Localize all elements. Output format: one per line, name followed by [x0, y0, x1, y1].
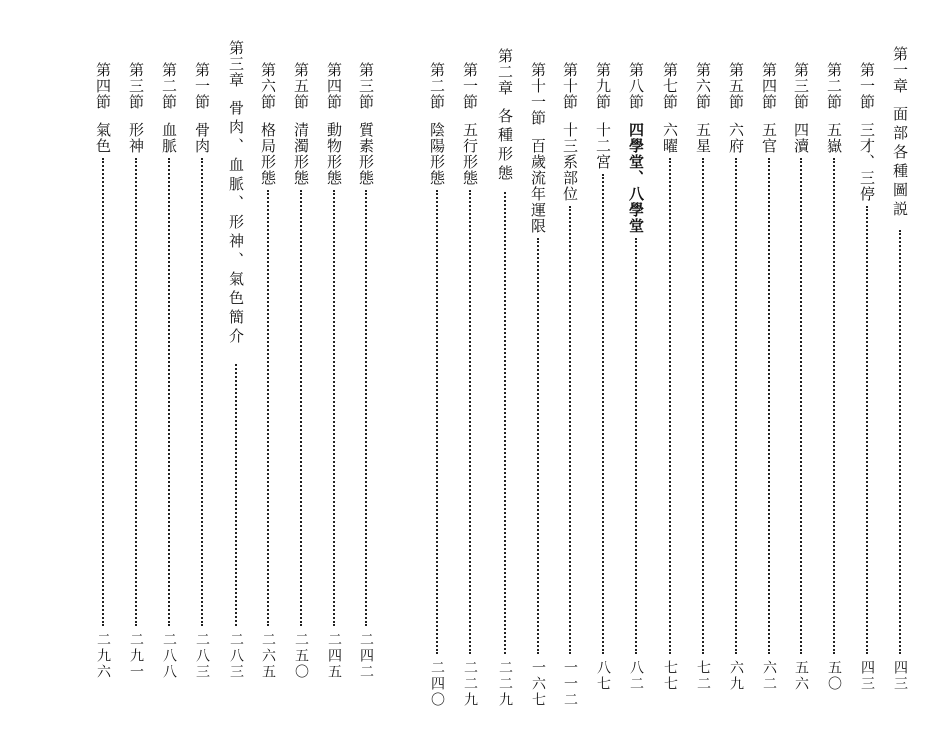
toc-entry-title: 動物形態	[325, 122, 343, 186]
toc-section-number: 第五節	[727, 62, 745, 110]
leader-dots	[537, 238, 539, 654]
toc-section-entry	[722, 0, 750, 742]
toc-section-number: 第十節	[561, 62, 579, 110]
toc-page-number: 七二	[695, 660, 711, 692]
toc-page-number: 二八三	[194, 632, 210, 680]
toc-section-number: 第六節	[259, 62, 277, 110]
toc-section-entry	[155, 0, 183, 742]
leader-dots	[102, 158, 104, 626]
leader-dots	[899, 230, 901, 654]
toc-entry-title: 十二宮	[594, 122, 612, 170]
toc-section-number: 第三節	[792, 62, 810, 110]
toc-page-number: 二四〇	[429, 660, 445, 708]
toc-entry-title: 五星	[694, 122, 712, 154]
toc-page-number: 五〇	[826, 660, 842, 692]
toc-section-entry	[820, 0, 848, 742]
leader-dots	[569, 206, 571, 654]
toc-section-number: 第三章	[227, 40, 245, 88]
toc-section-entry	[456, 0, 484, 742]
toc-chapter-entry	[886, 0, 914, 742]
leader-dots	[333, 190, 335, 626]
toc-page-number: 四三	[859, 660, 875, 692]
toc-entry-title: 五行形態	[461, 122, 479, 186]
toc-page-number: 二九一	[128, 632, 144, 680]
toc-section-entry	[423, 0, 451, 742]
toc-page-number: 六二	[761, 660, 777, 692]
toc-page-number: 二六五	[260, 632, 276, 680]
toc-section-number: 第四節	[325, 62, 343, 110]
toc-page-number: 二二九	[497, 660, 513, 708]
toc-entry-title: 四瀆	[792, 122, 810, 154]
toc-entry-title: 面部各種圖説	[891, 106, 909, 220]
leader-dots	[866, 206, 868, 654]
toc-section-number: 第九節	[594, 62, 612, 110]
leader-dots	[669, 158, 671, 654]
toc-section-entry	[89, 0, 117, 742]
leader-dots	[833, 158, 835, 654]
leader-dots	[300, 190, 302, 626]
toc-entry-title: 陰陽形態	[428, 122, 446, 186]
toc-section-number: 第八節	[627, 62, 645, 110]
toc-page-number: 二九六	[95, 632, 111, 680]
toc-section-number: 第七節	[661, 62, 679, 110]
toc-section-number: 第十一節	[529, 62, 547, 126]
toc-page-number: 二四五	[326, 632, 342, 680]
toc-section-entry	[320, 0, 348, 742]
toc-section-entry	[254, 0, 282, 742]
toc-section-entry	[524, 0, 552, 742]
toc-section-number: 第三節	[357, 62, 375, 110]
toc-entry-title: 質素形態	[357, 122, 375, 186]
toc-section-entry	[556, 0, 584, 742]
toc-section-number: 第一節	[858, 62, 876, 110]
toc-page-right	[410, 0, 927, 742]
toc-section-number: 第六節	[694, 62, 712, 110]
toc-section-entry	[622, 0, 650, 742]
toc-section-entry	[122, 0, 150, 742]
toc-page-number: 二八八	[161, 632, 177, 680]
leader-dots	[201, 158, 203, 626]
toc-section-entry	[689, 0, 717, 742]
toc-page-number: 六九	[728, 660, 744, 692]
toc-section-number: 第一節	[193, 62, 211, 110]
toc-page-number: 二二九	[462, 660, 478, 708]
leader-dots	[735, 158, 737, 654]
toc-entry-title: 五官	[760, 122, 778, 154]
leader-dots	[800, 158, 802, 654]
toc-section-number: 第一章	[891, 46, 909, 94]
toc-section-entry	[589, 0, 617, 742]
toc-page-left	[0, 0, 390, 742]
toc-section-number: 第二節	[428, 62, 446, 110]
leader-dots	[702, 158, 704, 654]
toc-section-number: 第四節	[760, 62, 778, 110]
toc-page-number: 八二	[628, 660, 644, 692]
toc-entry-title: 骨肉、血脈、形神、氣色簡介	[227, 100, 245, 347]
toc-section-entry	[188, 0, 216, 742]
toc-entry-title: 六曜	[661, 122, 679, 154]
toc-entry-title: 血脈	[160, 122, 178, 154]
leader-dots	[436, 190, 438, 654]
toc-page-number: 二八三	[228, 632, 244, 680]
toc-entry-title: 四學堂、八學堂	[627, 122, 645, 234]
toc-page-number: 二四二	[358, 632, 374, 680]
toc-page-number: 一六七	[530, 660, 546, 708]
toc-entry-title: 五嶽	[825, 122, 843, 154]
toc-chapter-entry	[491, 0, 519, 742]
toc-section-number: 第二節	[825, 62, 843, 110]
leader-dots	[168, 158, 170, 626]
toc-entry-title: 形神	[127, 122, 145, 154]
leader-dots	[267, 190, 269, 626]
toc-section-number: 第一節	[461, 62, 479, 110]
toc-section-entry	[755, 0, 783, 742]
toc-page-number: 二五〇	[293, 632, 309, 680]
toc-entry-title: 百歲流年運限	[529, 138, 547, 234]
toc-section-entry	[787, 0, 815, 742]
toc-entry-title: 十三系部位	[561, 122, 579, 202]
toc-entry-title: 六府	[727, 122, 745, 154]
toc-section-number: 第二章	[496, 48, 514, 96]
toc-entry-title: 骨肉	[193, 122, 211, 154]
toc-section-number: 第五節	[292, 62, 310, 110]
toc-entry-title: 格局形態	[259, 122, 277, 186]
toc-section-number: 第二節	[160, 62, 178, 110]
toc-section-number: 第四節	[94, 62, 112, 110]
toc-section-entry	[656, 0, 684, 742]
toc-page-number: 一一二	[562, 660, 578, 708]
toc-section-entry	[853, 0, 881, 742]
leader-dots	[504, 192, 506, 654]
toc-page-number: 八七	[595, 660, 611, 692]
toc-chapter-entry	[222, 0, 250, 742]
leader-dots	[635, 238, 637, 654]
toc-section-number: 第三節	[127, 62, 145, 110]
leader-dots	[235, 364, 237, 626]
toc-entry-title: 氣色	[94, 122, 112, 154]
leader-dots	[469, 190, 471, 654]
toc-page-number: 四三	[892, 660, 908, 692]
toc-section-entry	[352, 0, 380, 742]
leader-dots	[602, 174, 604, 654]
toc-page-number: 五六	[793, 660, 809, 692]
toc-page-number: 七七	[662, 660, 678, 692]
leader-dots	[365, 190, 367, 626]
toc-entry-title: 清濁形態	[292, 122, 310, 186]
leader-dots	[135, 158, 137, 626]
toc-entry-title: 各種形態	[496, 108, 514, 184]
toc-entry-title: 三才、三停	[858, 122, 876, 202]
leader-dots	[768, 158, 770, 654]
toc-section-entry	[287, 0, 315, 742]
